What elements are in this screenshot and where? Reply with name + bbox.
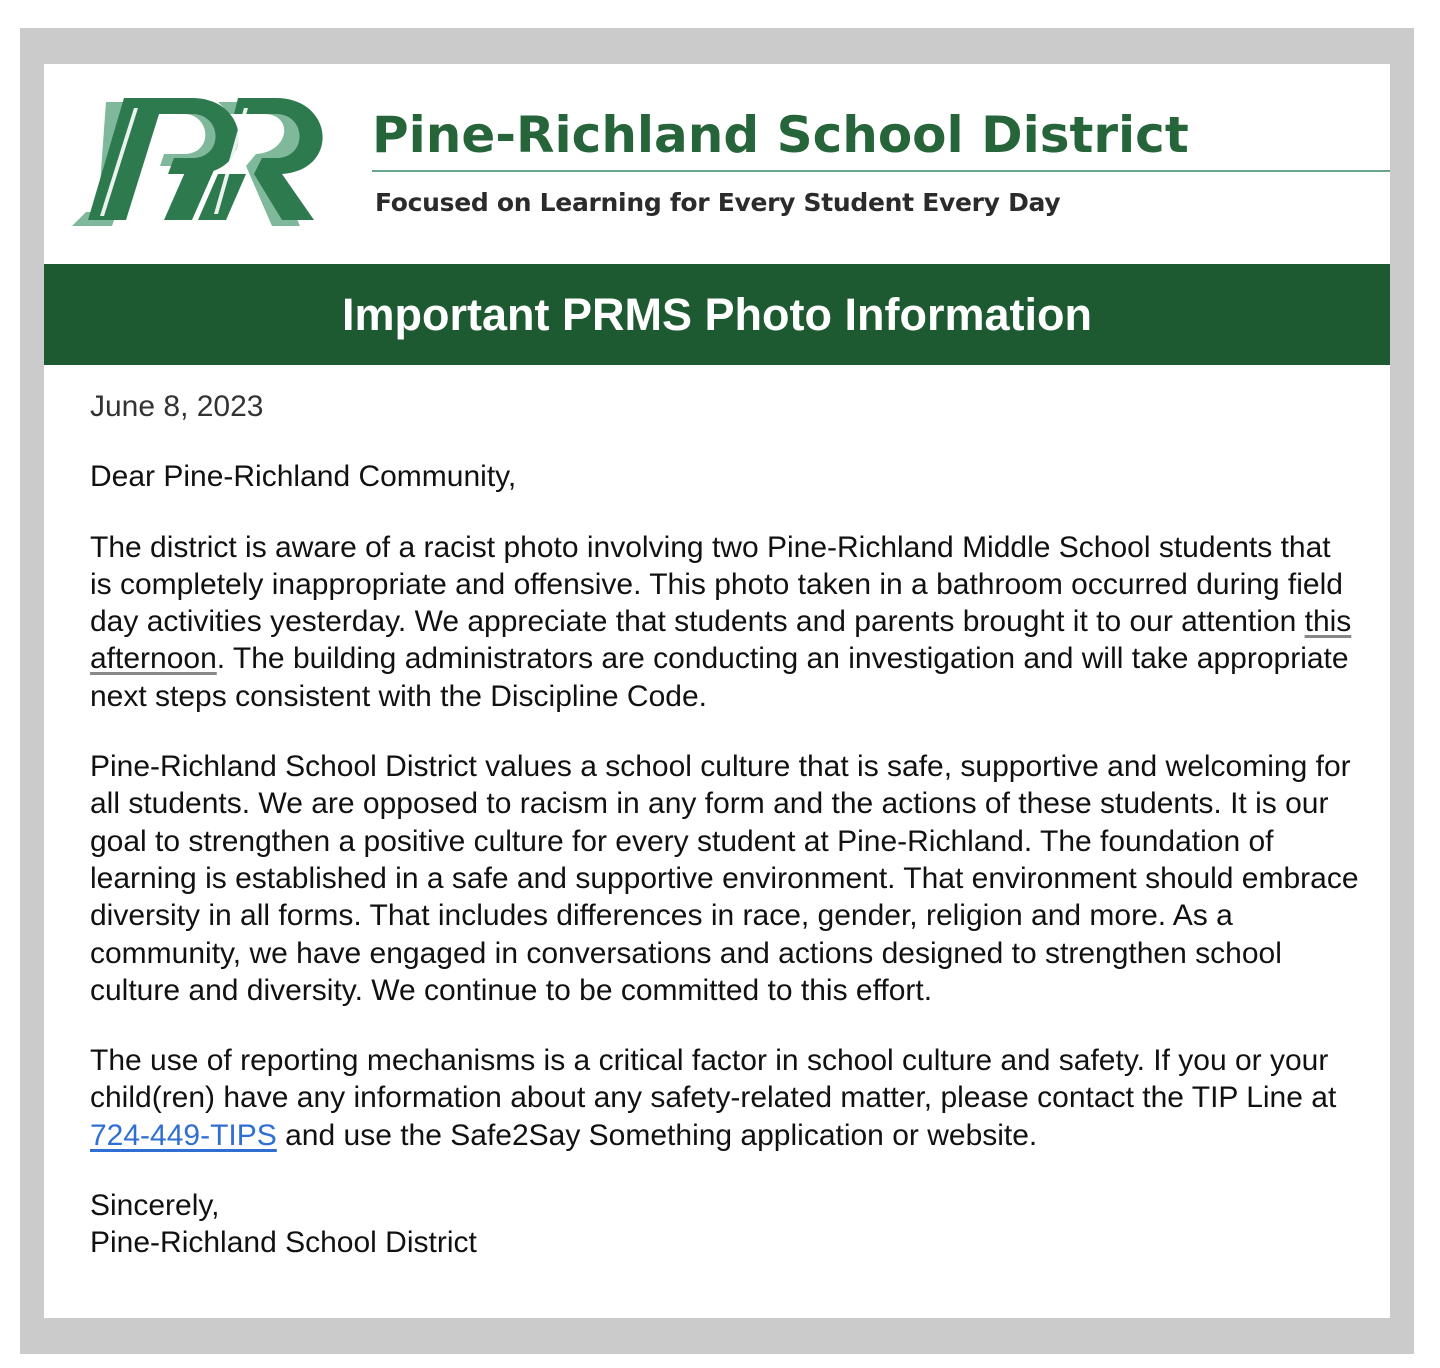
paragraph-values: Pine-Richland School District values a school culture that is safe, supportive and welcoming for all students. We are opposed to racism in any form and the actions of these students. It is our goal to strengthen a positive culture for every student at Pine-Richland. The foundation of learning is established in a safe and supportive environment. That environment should embrace diversity in all forms. That includes differences in race, gender, religion and more. As a community, we have engaged in conversations and actions designed to strengthen school culture and diversity. We continue to be committed to this effort.: [90, 750, 1359, 1007]
tip-line-phone-link[interactable]: 724-449-TIPS: [90, 1118, 277, 1152]
letter-body: [90, 388, 1360, 1262]
district-tagline: Focused on Learning for Every Student Every Day: [375, 188, 1061, 217]
paragraph-incident: [90, 529, 1360, 715]
newsletter-card: [44, 64, 1390, 1318]
district-name: Pine-Richland School District: [372, 106, 1189, 164]
paragraph-reporting: [90, 1042, 1360, 1154]
salutation: Dear Pine-Richland Community,: [90, 460, 517, 494]
paragraph-reporting-text-a: The use of reporting mechanisms is a critical factor in school culture and safety. If you or your child(ren) have any information about any safety-related matter, please contact the TIP Line at: [90, 1044, 1337, 1115]
banner-title: Important PRMS Photo Information: [342, 288, 1092, 340]
paragraph-incident-text-b: . The building administrators are conducting an investigation and will take appropriate next steps consistent with the Discipline Code.: [90, 642, 1349, 713]
header-divider: [372, 170, 1390, 172]
paragraph-reporting-text-b: and use the Safe2Say Something application or website.: [276, 1118, 1038, 1152]
title-banner: [44, 264, 1390, 365]
closing: Sincerely,: [90, 1189, 220, 1223]
letter-date: June 8, 2023: [90, 390, 264, 423]
letterhead: [44, 64, 1390, 264]
pine-richland-logo: [68, 94, 353, 234]
paragraph-incident-text-a: The district is aware of a racist photo involving two Pine-Richland Middle School students that is completely inappropriate and offensive. This photo taken in a bathroom occurred during field day activities yesterday. We appreciate that students and parents brought it to our attention: [90, 530, 1343, 639]
signature: Pine-Richland School District: [90, 1226, 477, 1260]
underlined-time-phrase: this afternoon: [90, 605, 1352, 676]
